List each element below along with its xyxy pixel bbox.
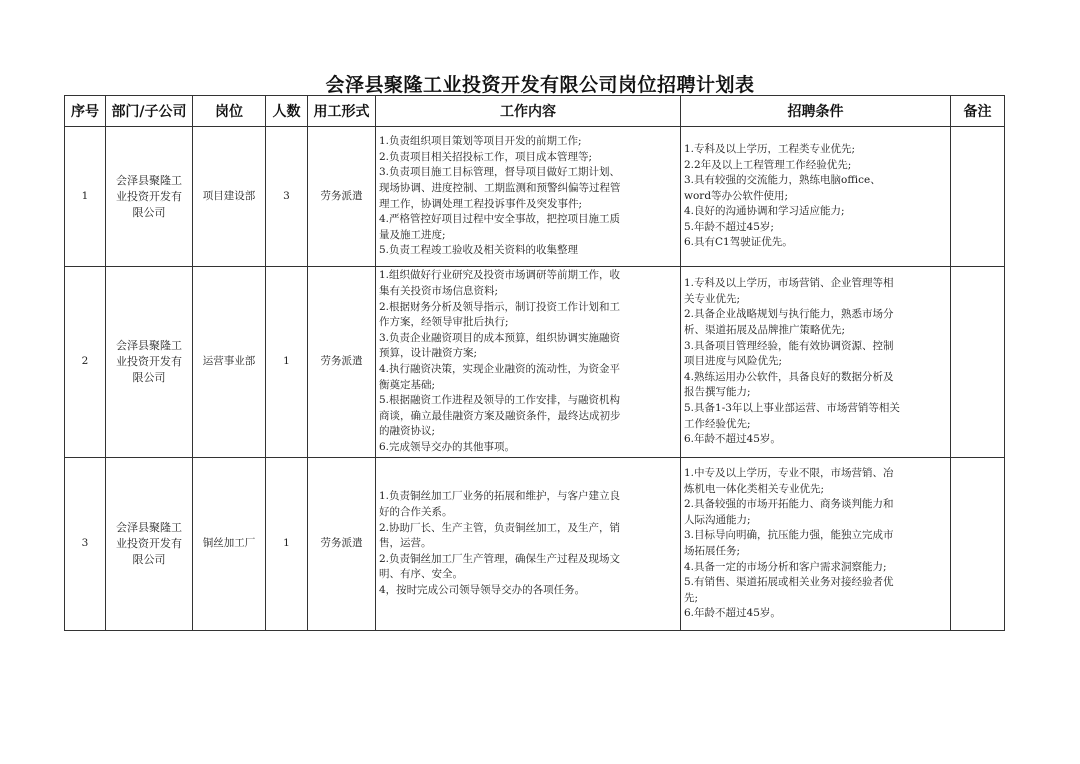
header-type: 用工形式 bbox=[308, 96, 376, 127]
duties-cell-line: 2.负责项目相关招投标工作，项目成本管理等; bbox=[379, 150, 593, 163]
header-post: 岗位 bbox=[193, 96, 266, 127]
requirements-cell-line: 炼机电一体化类相关专业优先; bbox=[684, 482, 825, 495]
requirements-cell-line: 3.具备项目管理经验，能有效协调资源、控制 bbox=[684, 339, 894, 352]
requirements-cell-line: 6.年龄不超过45岁。 bbox=[684, 433, 781, 446]
requirements-cell bbox=[681, 458, 951, 631]
requirements-cell-line: 3.目标导向明确，抗压能力强，能独立完成市 bbox=[684, 529, 894, 542]
dept-cell-line: 业投资开发有 bbox=[116, 537, 182, 550]
requirements-cell-line: 6.具有C1驾驶证优先。 bbox=[684, 236, 793, 249]
requirements-cell-line: 1.专科及以上学历，工程类专业优先; bbox=[684, 142, 856, 155]
requirements-cell-line: 2.具备企业战略规划与执行能力，熟悉市场分 bbox=[684, 308, 894, 321]
duties-cell-line: 的融资协议; bbox=[379, 425, 436, 438]
duties-cell bbox=[376, 458, 681, 631]
count-cell: 3 bbox=[266, 127, 308, 267]
header-duties: 工作内容 bbox=[376, 96, 681, 127]
dept-cell-line: 会泽县聚隆工 bbox=[116, 173, 182, 187]
duties-cell bbox=[376, 127, 681, 267]
header-seq: 序号 bbox=[65, 96, 106, 127]
duties-cell-line: 衡奠定基础; bbox=[379, 378, 436, 391]
duties-cell-line: 好的合作关系。 bbox=[379, 506, 453, 519]
employment-type-cell: 劳务派遣 bbox=[308, 127, 376, 267]
header-notes: 备注 bbox=[951, 96, 1005, 127]
requirements-cell-line: 关专业优先; bbox=[684, 292, 741, 305]
post-cell: 运营事业部 bbox=[193, 267, 266, 458]
requirements-cell-line: 5.具备1-3年以上事业部运营、市场营销等相关 bbox=[684, 401, 900, 414]
document-title: 会泽县聚隆工业投资开发有限公司岗位招聘计划表 bbox=[325, 74, 755, 96]
duties-cell-line: 2.协助厂长、生产主管，负责铜丝加工，及生产，销 bbox=[379, 521, 621, 534]
dept-cell-line: 业投资开发有 bbox=[116, 189, 182, 203]
requirements-cell-line: 5.年龄不超过45岁; bbox=[684, 220, 774, 233]
requirements-cell-line: 2.2年及以上工程管理工作经验优先; bbox=[684, 158, 852, 171]
employment-type-cell: 劳务派遣 bbox=[308, 458, 376, 631]
duties-cell-line: 现场协调、进度控制、工期监测和预警纠偏等过程管 bbox=[379, 181, 621, 194]
requirements-cell bbox=[681, 267, 951, 458]
dept-cell-line: 会泽县聚隆工 bbox=[116, 339, 182, 352]
requirements-cell-line: 人际沟通能力; bbox=[684, 513, 751, 526]
dept-cell bbox=[106, 267, 193, 458]
dept-cell-line: 会泽县聚隆工 bbox=[116, 521, 182, 534]
table-row bbox=[65, 458, 1005, 631]
seq-cell: 1 bbox=[65, 127, 106, 267]
duties-cell-line: 1.组织做好行业研究及投资市场调研等前期工作，收 bbox=[379, 269, 621, 282]
dept-cell-line: 限公司 bbox=[132, 371, 166, 384]
requirements-cell-line: 4.熟练运用办公软件，具备良好的数据分析及 bbox=[684, 370, 894, 383]
requirements-cell-line: 5.有销售、渠道拓展或相关业务对接经验者优 bbox=[684, 576, 894, 589]
seq-cell: 3 bbox=[65, 458, 106, 631]
requirements-cell-line: 项目进度与风险优先; bbox=[684, 355, 783, 368]
duties-cell-line: 理工作，协调处理工程投诉事件及突发事件; bbox=[379, 197, 583, 210]
duties-cell-line: 售，运营。 bbox=[379, 537, 432, 550]
dept-cell-line: 限公司 bbox=[132, 205, 166, 219]
dept-cell bbox=[106, 458, 193, 631]
duties-cell-line: 3.负责项目施工目标管理，督导项目做好工期计划、 bbox=[379, 166, 621, 179]
duties-cell-line: 明、有序、安全。 bbox=[379, 568, 463, 581]
requirements-cell-line: 析、渠道拓展及品牌推广策略优先; bbox=[684, 324, 846, 337]
duties-cell-line: 5.根据融资工作进程及领导的工作安排，与融资机构 bbox=[379, 394, 621, 407]
employment-type-cell: 劳务派遣 bbox=[308, 267, 376, 458]
dept-cell-line: 业投资开发有 bbox=[116, 355, 182, 368]
duties-cell-line: 6.完成领导交办的其他事项。 bbox=[379, 440, 516, 453]
requirements-cell-line: 1.专科及以上学历，市场营销、企业管理等相 bbox=[684, 277, 894, 290]
recruitment-plan-table bbox=[64, 95, 1005, 631]
seq-cell: 2 bbox=[65, 267, 106, 458]
duties-cell-line: 集有关投资市场信息资料; bbox=[379, 285, 499, 298]
count-cell: 1 bbox=[266, 458, 308, 631]
duties-cell-line: 4.执行融资决策，实现企业融资的流动性，为资金平 bbox=[379, 363, 621, 375]
requirements-cell-line: 3.具有较强的交流能力，熟练电脑office、 bbox=[684, 174, 881, 187]
header-dept: 部门/子公司 bbox=[106, 96, 193, 127]
table-row bbox=[65, 267, 1005, 458]
dept-cell bbox=[106, 127, 193, 267]
requirements-cell-line: word等办公软件使用; bbox=[684, 189, 789, 202]
duties-cell-line: 5.负责工程竣工验收及相关资料的收集整理 bbox=[379, 244, 579, 257]
header-requirements: 招聘条件 bbox=[681, 96, 951, 127]
requirements-cell-line: 4.具备一定的市场分析和客户需求洞察能力; bbox=[684, 560, 887, 573]
dept-cell-line: 限公司 bbox=[132, 553, 166, 566]
requirements-cell-line: 先; bbox=[684, 591, 699, 604]
duties-cell-line: 2.负责铜丝加工厂生产管理，确保生产过程及现场文 bbox=[379, 552, 621, 565]
duties-cell-line: 1.负责铜丝加工厂业务的拓展和维护，与客户建立良 bbox=[379, 490, 621, 503]
header-count: 人数 bbox=[266, 96, 308, 127]
duties-cell-line: 3.负责企业融资项目的成本预算，组织协调实施融资 bbox=[379, 331, 621, 344]
header-row bbox=[65, 96, 1005, 127]
post-cell: 铜丝加工厂 bbox=[193, 458, 266, 631]
duties-cell bbox=[376, 267, 681, 458]
requirements-cell-line: 工作经验优先; bbox=[684, 417, 751, 430]
count-cell: 1 bbox=[266, 267, 308, 458]
table-row bbox=[65, 127, 1005, 267]
notes-cell bbox=[951, 127, 1005, 267]
requirements-cell-line: 4.良好的沟通协调和学习适应能力; bbox=[684, 205, 845, 218]
requirements-cell-line: 1.中专及以上学历，专业不限，市场营销、冶 bbox=[684, 467, 894, 480]
duties-cell-line: 2.根据财务分析及领导指示，制订投资工作计划和工 bbox=[379, 300, 621, 313]
duties-cell-line: 量及施工进度; bbox=[379, 228, 446, 241]
requirements-cell-line: 场拓展任务; bbox=[684, 545, 741, 557]
duties-cell-line: 作方案，经领导审批后执行; bbox=[379, 316, 509, 329]
duties-cell-line: 商谈，确立最佳融资方案及融资条件，最终达成初步 bbox=[379, 409, 621, 422]
requirements-cell-line: 报告撰写能力; bbox=[684, 386, 751, 399]
requirements-cell-line: 2.具备较强的市场开拓能力、商务谈判能力和 bbox=[684, 498, 894, 511]
duties-cell-line: 预算，设计融资方案; bbox=[379, 347, 478, 360]
requirements-cell bbox=[681, 127, 951, 267]
duties-cell-line: 4，按时完成公司领导领导交办的各项任务。 bbox=[379, 583, 586, 596]
post-cell: 项目建设部 bbox=[193, 127, 266, 267]
requirements-cell-line: 6.年龄不超过45岁。 bbox=[684, 607, 781, 620]
notes-cell bbox=[951, 267, 1005, 458]
notes-cell bbox=[951, 458, 1005, 631]
duties-cell-line: 1.负责组织项目策划等项目开发的前期工作; bbox=[379, 135, 582, 148]
duties-cell-line: 4.严格管控好项目过程中安全事故，把控项目施工质 bbox=[379, 213, 621, 226]
